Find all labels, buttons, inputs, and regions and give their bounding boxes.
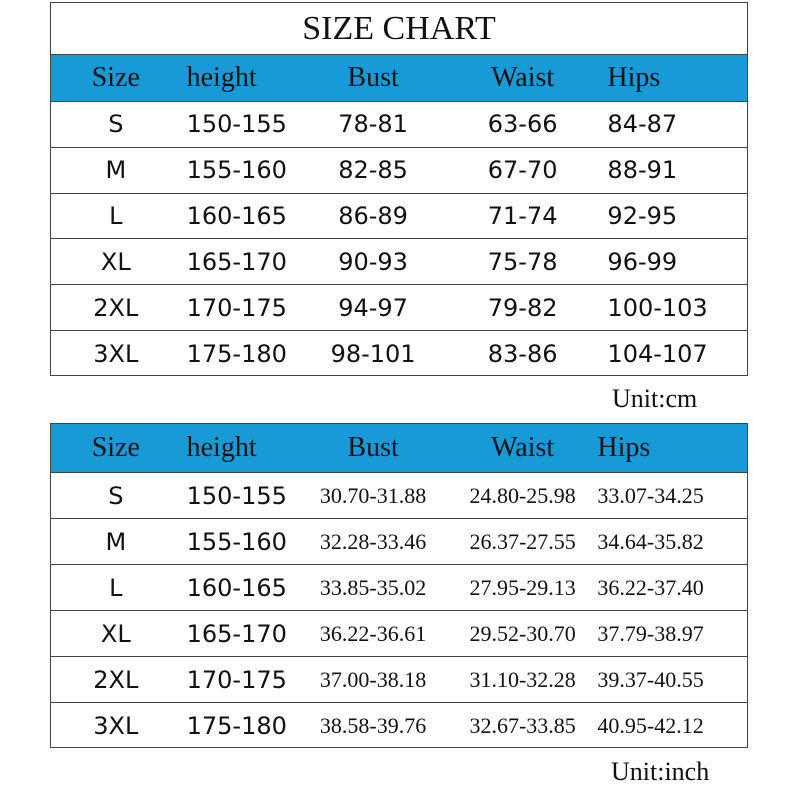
cell-bust: 86-89 [338,201,408,230]
cell-size: 2XL [93,665,139,694]
cell-bust: 98-101 [330,339,416,368]
table-row [51,239,747,285]
cell-hips: 96-99 [607,247,678,276]
cell-height: 160-165 [186,573,287,602]
column-header-height: height [186,432,257,463]
column-header-waist: Waist [491,432,555,463]
cell-height: 170-175 [186,293,287,322]
cell-bust: 33.85-35.02 [319,574,427,600]
cell-waist: 31.10-32.28 [469,666,576,692]
table-row [51,703,747,749]
cell-height: 165-170 [186,619,287,648]
table-row [51,565,747,611]
table-row [51,285,747,331]
cell-bust: 38.58-39.76 [319,713,427,738]
cell-hips: 104-107 [607,339,708,368]
cell-waist: 83-86 [487,339,558,368]
column-header-bust: Bust [347,432,399,463]
cell-hips: 100-103 [607,293,708,322]
column-header-hips: Hips [597,432,651,463]
cell-height: 175-180 [186,339,287,368]
cell-bust: 94-97 [338,293,408,322]
cell-height: 150-155 [186,481,287,510]
chart-title: SIZE CHART [51,3,747,55]
column-header-size: Size [91,432,140,463]
column-header-waist: Waist [491,62,555,93]
cell-waist: 29.52-30.70 [469,620,576,646]
cell-height: 165-170 [186,247,287,276]
cell-bust: 90-93 [338,247,408,276]
size-chart-cm-table [50,2,748,376]
cell-size: XL [100,247,131,276]
table-row [51,331,747,377]
table-row [51,194,747,240]
unit-label-cm: Unit:cm [612,384,698,413]
cell-waist: 63-66 [487,110,558,139]
unit-label-inch: Unit:inch [611,757,710,786]
cell-waist: 24.80-25.98 [469,482,576,508]
cell-hips: 34.64-35.82 [597,528,704,554]
cell-hips: 88-91 [607,156,678,185]
table-row [51,148,747,194]
cell-bust: 78-81 [338,110,408,139]
cell-size: M [105,156,127,185]
column-header-hips: Hips [607,62,661,93]
cell-waist: 32.67-33.85 [469,713,576,738]
table-header-row [51,55,747,102]
cell-bust: 36.22-36.61 [319,620,427,646]
table-row [51,102,747,148]
cell-hips: 92-95 [607,201,678,230]
cell-height: 150-155 [186,110,287,139]
cell-size: S [108,481,124,510]
column-header-height: height [186,62,257,93]
cell-size: 3XL [93,339,139,368]
cell-height: 160-165 [186,201,287,230]
cell-height: 170-175 [186,665,287,694]
table-header-row [51,424,747,473]
cell-bust: 30.70-31.88 [319,482,427,508]
table-row [51,611,747,657]
cell-waist: 75-78 [487,247,558,276]
cell-waist: 26.37-27.55 [469,528,576,554]
cell-height: 175-180 [186,712,287,740]
cell-size: L [109,201,123,230]
cell-hips: 36.22-37.40 [597,574,704,600]
cell-hips: 37.79-38.97 [597,620,704,646]
table-row [51,519,747,565]
cell-size: 2XL [93,293,139,322]
cell-height: 155-160 [186,527,287,556]
cell-waist: 71-74 [487,201,558,230]
cell-waist: 79-82 [487,293,558,322]
cell-hips: 84-87 [607,110,678,139]
column-header-bust: Bust [347,62,399,93]
column-header-size: Size [91,62,140,93]
cell-size: 3XL [93,712,139,740]
cell-hips: 33.07-34.25 [597,482,704,508]
cell-height: 155-160 [186,156,287,185]
cell-waist: 27.95-29.13 [469,574,576,600]
cell-size: L [109,573,123,602]
cell-bust: 37.00-38.18 [319,666,427,692]
cell-hips: 40.95-42.12 [597,713,704,738]
size-chart-inch-table [50,423,748,748]
cell-size: XL [100,619,131,648]
cell-hips: 39.37-40.55 [597,666,704,692]
table-row [51,473,747,519]
cell-bust: 32.28-33.46 [319,528,427,554]
cell-waist: 67-70 [487,156,558,185]
cell-size: M [105,527,127,556]
cell-bust: 82-85 [338,156,408,185]
cell-size: S [108,110,124,139]
table-row [51,657,747,703]
